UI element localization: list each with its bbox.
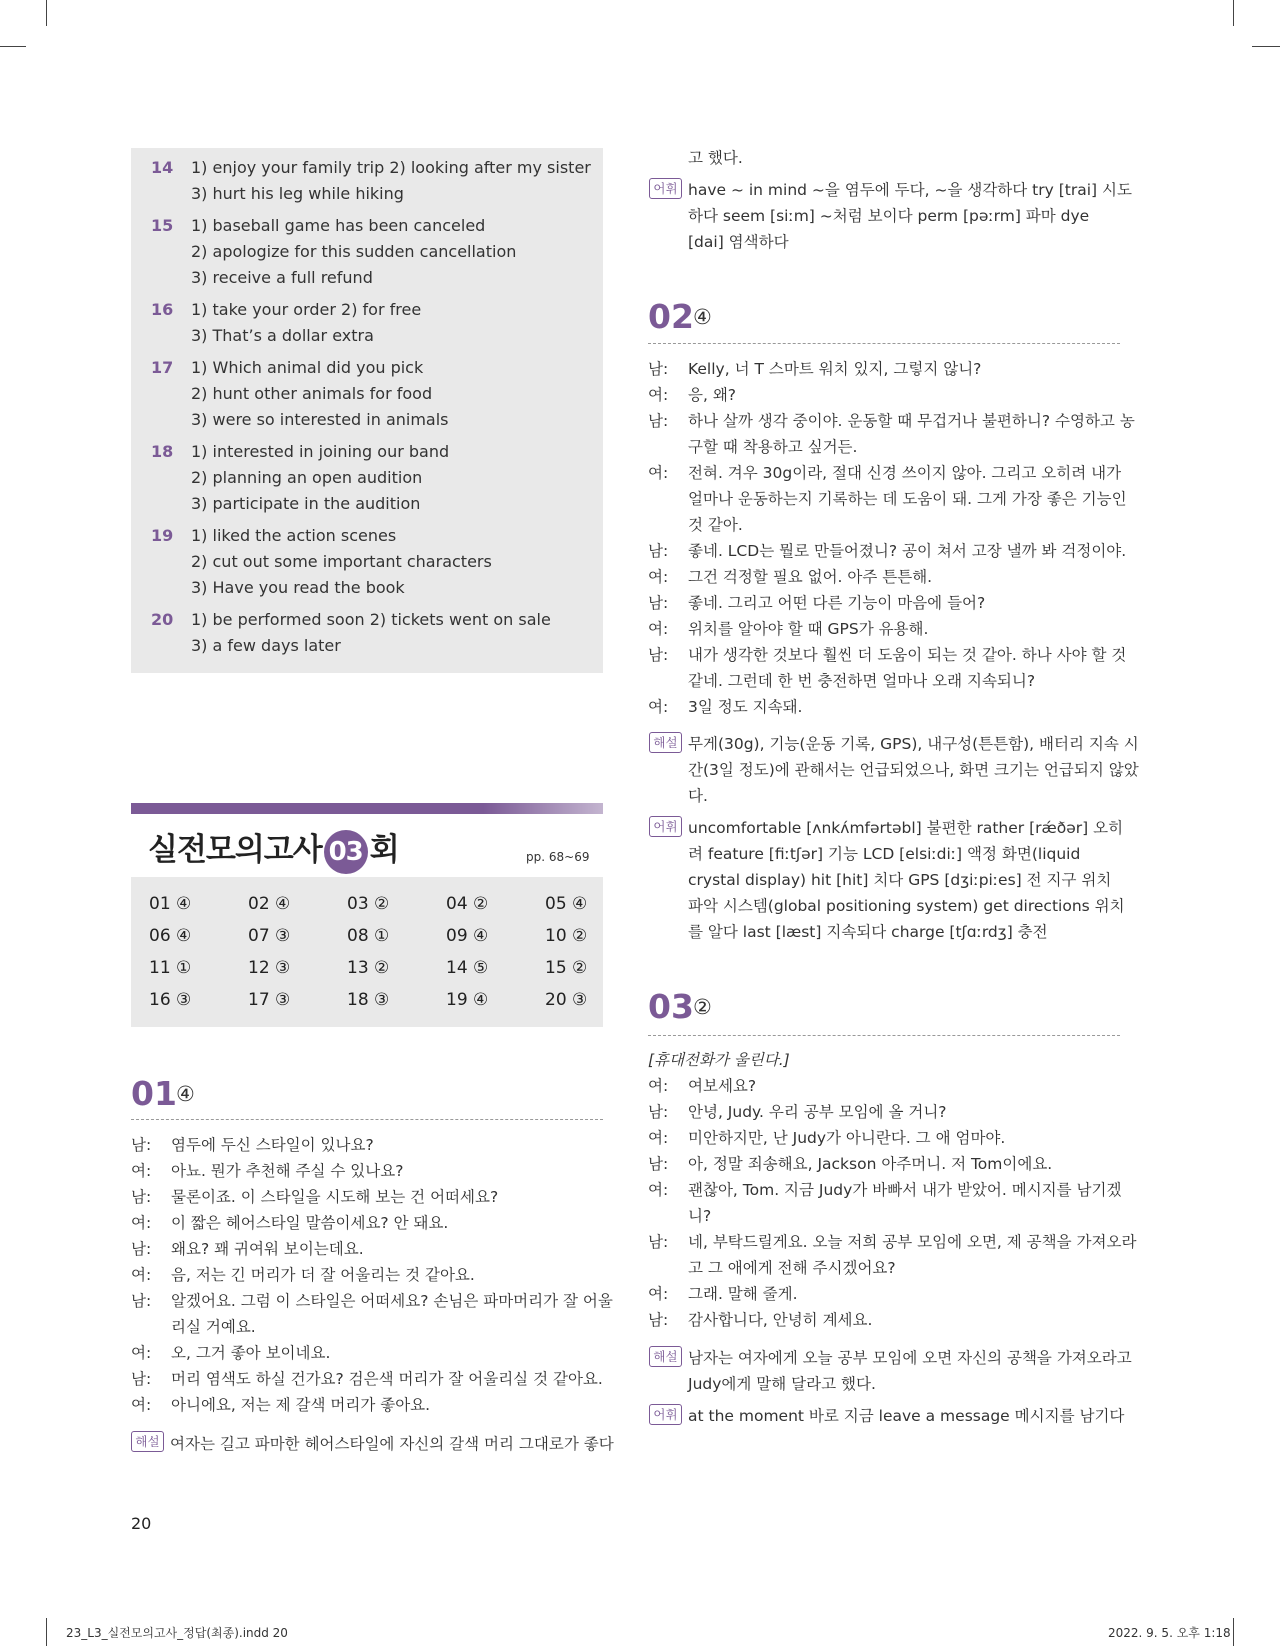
answer-line: 1) interested in joining our band — [191, 442, 450, 461]
dialogue-line: 왜요? 꽤 귀여워 보이는데요. — [171, 1240, 364, 1258]
answer-number: 20 — [151, 610, 174, 629]
dialogue-line: 것 같아. — [688, 516, 743, 534]
dialogue-line: 아뇨. 뭔가 추천해 주실 수 있나요? — [171, 1162, 404, 1180]
speaker-label: 남: — [648, 412, 669, 430]
answer-grid-cell: 04 ② — [446, 894, 489, 914]
answer-line: 1) baseball game has been canceled — [191, 216, 486, 235]
dialogue-line: 머리 염색도 하실 건가요? 검은색 머리가 잘 어울리실 것 같아요. — [171, 1370, 603, 1388]
dialogue-line: 괜찮아, Tom. 지금 Judy가 바빠서 내가 받았어. 메시지를 남기겠 — [688, 1181, 1122, 1199]
section-number-badge: 03 — [324, 830, 368, 874]
speaker-label: 남: — [648, 1233, 669, 1251]
answer-line: 1) liked the action scenes — [191, 526, 397, 545]
eohwi-tag: 어휘 — [649, 816, 682, 837]
answer-grid-cell: 06 ④ — [149, 926, 192, 946]
dialogue-line: Kelly, 너 T 스마트 워치 있지, 그렇지 않니? — [688, 360, 982, 378]
answer-grid-cell: 02 ④ — [248, 894, 291, 914]
haeseol-line: 다. — [688, 787, 708, 805]
speaker-label: 여: — [131, 1266, 152, 1284]
answer-grid-cell: 03 ② — [347, 894, 390, 914]
answer-line: 3) Have you read the book — [191, 578, 405, 597]
answer-grid-cell: 09 ④ — [446, 926, 489, 946]
dialogue-line: 3일 정도 지속돼. — [688, 698, 803, 716]
stage-direction: [휴대전화가 울린다.] — [648, 1051, 790, 1069]
crop-mark — [0, 46, 26, 47]
speaker-label: 여: — [648, 1181, 669, 1199]
question-answer: ② — [693, 995, 712, 1019]
footer-timestamp: 2022. 9. 5. 오후 1:18 — [1108, 1626, 1231, 1640]
haeseol-line: 간(3일 정도)에 관해서는 언급되었으나, 화면 크기는 언급되지 않았 — [688, 761, 1139, 779]
question-answer: ④ — [176, 1082, 195, 1106]
answer-line: 1) Which animal did you pick — [191, 358, 424, 377]
answer-grid-cell: 14 ⑤ — [446, 958, 489, 978]
speaker-label: 여: — [648, 1129, 669, 1147]
dialogue-line: 음, 저는 긴 머리가 더 잘 어울리는 것 같아요. — [171, 1266, 475, 1284]
dialogue-line: 좋네. 그리고 어떤 다른 기능이 마음에 들어? — [688, 594, 986, 612]
speaker-label: 여: — [131, 1396, 152, 1414]
dialogue-line: 물론이죠. 이 스타일을 시도해 보는 건 어떠세요? — [171, 1188, 499, 1206]
page-reference: pp. 68~69 — [526, 850, 590, 864]
haeseol-line: 무게(30g), 기능(운동 기록, GPS), 내구성(튼튼함), 배터리 지속 시 — [688, 735, 1139, 753]
eohwi-line: 파악 시스템(global positioning system) get directions 위치 — [688, 897, 1125, 915]
eohwi-line: uncomfortable [ʌnkʌ́mfərtəbl] 불편한 rather [rǽðər] 오히 — [688, 819, 1124, 837]
dialogue-line: 안녕, Judy. 우리 공부 모임에 올 거니? — [688, 1103, 947, 1121]
answer-line: 2) planning an open audition — [191, 468, 423, 487]
answer-number: 19 — [151, 526, 174, 545]
dialogue-line: 전혀. 겨우 30g이라, 절대 신경 쓰이지 않아. 그리고 오히려 내가 — [688, 464, 1122, 482]
dialogue-line: 니? — [688, 1207, 712, 1225]
answer-line: 3) receive a full refund — [191, 268, 373, 287]
answer-number: 16 — [151, 300, 174, 319]
answer-line: 1) be performed soon 2) tickets went on sale — [191, 610, 551, 629]
answers-box — [131, 148, 603, 673]
dialogue-line: 아, 정말 죄송해요, Jackson 아주머니. 저 Tom이에요. — [688, 1155, 1053, 1173]
answer-number: 14 — [151, 158, 174, 177]
haeseol-tag: 해설 — [649, 1346, 682, 1367]
dialogue-line: 이 짧은 헤어스타일 말씀이세요? 안 돼요. — [171, 1214, 449, 1232]
section-title-post: 회 — [369, 832, 399, 868]
answer-line: 3) hurt his leg while hiking — [191, 184, 404, 203]
answer-grid-cell: 07 ③ — [248, 926, 291, 946]
crop-mark — [46, 1618, 47, 1646]
speaker-label: 여: — [648, 1077, 669, 1095]
answer-grid — [131, 877, 603, 1027]
answer-line: 2) hunt other animals for food — [191, 384, 433, 403]
dialogue-line: 고 그 애에게 전해 주시겠어요? — [688, 1259, 896, 1277]
eohwi-line: 를 알다 last [læst] 지속되다 charge [tʃɑːrdʒ] 충전 — [688, 923, 1048, 941]
answer-line: 3) were so interested in animals — [191, 410, 449, 429]
eohwi-tag: 어휘 — [649, 1404, 682, 1425]
speaker-label: 남: — [648, 1103, 669, 1121]
section-top-bar — [131, 803, 603, 814]
dialogue-line: 아니에요, 저는 제 갈색 머리가 좋아요. — [171, 1396, 431, 1414]
answer-grid-cell: 16 ③ — [149, 990, 192, 1010]
answer-grid-cell: 01 ④ — [149, 894, 192, 914]
answer-line: 3) a few days later — [191, 636, 341, 655]
dialogue-line: 얼마나 운동하는지 기록하는 데 도움이 돼. 그게 가장 좋은 기능인 — [688, 490, 1127, 508]
section-title-pre: 실전모의고사 — [148, 832, 322, 868]
speaker-label: 여: — [648, 698, 669, 716]
speaker-label: 여: — [131, 1214, 152, 1232]
speaker-label: 여: — [648, 464, 669, 482]
haeseol-line: 남자는 여자에게 오늘 공부 모임에 오면 자신의 공책을 가져오라고 — [688, 1349, 1132, 1367]
answer-grid-cell: 05 ④ — [545, 894, 588, 914]
answer-grid-cell: 19 ④ — [446, 990, 489, 1010]
dialogue-line: 같네. 그런데 한 번 충전하면 얼마나 오래 지속되니? — [688, 672, 1036, 690]
dialogue-line: 내가 생각한 것보다 훨씬 더 도움이 되는 것 같아. 하나 사야 할 것 — [688, 646, 1127, 664]
speaker-label: 남: — [131, 1370, 152, 1388]
dialogue-line: 그건 걱정할 필요 없어. 아주 튼튼해. — [688, 568, 933, 586]
answer-grid-cell: 18 ③ — [347, 990, 390, 1010]
speaker-label: 여: — [131, 1162, 152, 1180]
eohwi-line: at the moment 바로 지금 leave a message 메시지를 남기다 — [688, 1407, 1125, 1425]
haeseol-tag: 해설 — [131, 1431, 164, 1452]
dialogue-line: 여보세요? — [688, 1077, 757, 1095]
dialogue-line: 하나 살까 생각 중이야. 운동할 때 무겁거나 불편하니? 수영하고 농 — [688, 412, 1135, 430]
answer-grid-cell: 11 ① — [149, 958, 192, 978]
dialogue-line: 위치를 알아야 할 때 GPS가 유용해. — [688, 620, 929, 638]
dialogue-line: 감사합니다, 안녕히 계세요. — [688, 1311, 873, 1329]
answer-line: 1) enjoy your family trip 2) looking after my sister — [191, 158, 591, 177]
dialogue-line: 좋네. LCD는 뭘로 만들어졌니? 공이 쳐서 고장 낼까 봐 걱정이야. — [688, 542, 1127, 560]
question-number: 03 — [648, 987, 694, 1026]
dialogue-line: 미안하지만, 난 Judy가 아니란다. 그 애 엄마야. — [688, 1129, 1006, 1147]
speaker-label: 남: — [131, 1188, 152, 1206]
eohwi-line: have ~ in mind ~을 염두에 두다, ~을 생각하다 try [trai] 시도 — [688, 181, 1132, 199]
crop-mark — [1252, 46, 1280, 47]
answer-number: 18 — [151, 442, 174, 461]
eohwi-tag: 어휘 — [649, 178, 682, 199]
answer-grid-cell: 12 ③ — [248, 958, 291, 978]
speaker-label: 남: — [648, 1311, 669, 1329]
answer-number: 15 — [151, 216, 174, 235]
dialogue-line: 응, 왜? — [688, 386, 737, 404]
answer-grid-cell: 15 ② — [545, 958, 588, 978]
answer-grid-cell: 20 ③ — [545, 990, 588, 1010]
dialogue-line: 네, 부탁드릴게요. 오늘 저희 공부 모임에 오면, 제 공책을 가져오라 — [688, 1233, 1137, 1251]
eohwi-line: [dai] 염색하다 — [688, 233, 789, 251]
speaker-label: 여: — [648, 386, 669, 404]
dialogue-line: 리실 거예요. — [171, 1318, 256, 1336]
question-number: 02 — [648, 297, 694, 336]
speaker-label: 여: — [648, 568, 669, 586]
question-answer: ④ — [693, 305, 712, 329]
answer-grid-cell: 17 ③ — [248, 990, 291, 1010]
answer-line: 3) participate in the audition — [191, 494, 421, 513]
section-title — [148, 824, 399, 874]
speaker-label: 남: — [648, 360, 669, 378]
answer-grid-cell: 08 ① — [347, 926, 390, 946]
speaker-label: 남: — [648, 1155, 669, 1173]
haeseol-continuation: 고 했다. — [688, 149, 743, 167]
answer-grid-cell: 10 ② — [545, 926, 588, 946]
page-number: 20 — [131, 1514, 152, 1533]
answer-line: 3) That’s a dollar extra — [191, 326, 374, 345]
eohwi-line: 려 feature [fiːtʃər] 기능 LCD [elsiːdiː] 액정 화면(liquid — [688, 845, 1081, 863]
crop-mark — [1233, 0, 1234, 26]
dialogue-line: 염두에 두신 스타일이 있나요? — [171, 1136, 374, 1154]
speaker-label: 여: — [648, 620, 669, 638]
answer-line: 1) take your order 2) for free — [191, 300, 422, 319]
crop-mark — [1233, 1618, 1234, 1646]
speaker-label: 여: — [131, 1344, 152, 1362]
dialogue-line: 알겠어요. 그럼 이 스타일은 어떠세요? 손님은 파마머리가 잘 어울 — [171, 1292, 613, 1310]
haeseol-line: Judy에게 말해 달라고 했다. — [688, 1375, 876, 1393]
speaker-label: 남: — [131, 1240, 152, 1258]
speaker-label: 남: — [131, 1292, 152, 1310]
eohwi-line: 하다 seem [siːm] ~처럼 보이다 perm [pəːrm] 파마 dye — [688, 207, 1090, 225]
dialogue-line: 그래. 말해 줄게. — [688, 1285, 798, 1303]
answer-grid-cell: 13 ② — [347, 958, 390, 978]
speaker-label: 남: — [131, 1136, 152, 1154]
speaker-label: 여: — [648, 1285, 669, 1303]
speaker-label: 남: — [648, 542, 669, 560]
eohwi-line: crystal display) hit [hit] 치다 GPS [dʒiːpiːes] 전 지구 위치 — [688, 871, 1112, 889]
dialogue-line: 오, 그거 좋아 보이네요. — [171, 1344, 331, 1362]
dotted-divider — [648, 343, 1120, 344]
crop-mark — [46, 0, 47, 26]
dotted-divider — [131, 1119, 603, 1120]
answer-number: 17 — [151, 358, 174, 377]
question-number: 01 — [131, 1074, 177, 1113]
dotted-divider — [648, 1035, 1120, 1036]
haeseol-tag: 해설 — [649, 732, 682, 753]
speaker-label: 남: — [648, 594, 669, 612]
speaker-label: 남: — [648, 646, 669, 664]
dialogue-line: 구할 때 착용하고 싶거든. — [688, 438, 858, 456]
answer-line: 2) apologize for this sudden cancellation — [191, 242, 517, 261]
answer-line: 2) cut out some important characters — [191, 552, 492, 571]
footer-file-info: 23_L3_실전모의고사_정답(최종).indd 20 — [66, 1626, 288, 1640]
haeseol-text: 여자는 길고 파마한 헤어스타일에 자신의 갈색 머리 그대로가 좋다 — [170, 1435, 614, 1453]
